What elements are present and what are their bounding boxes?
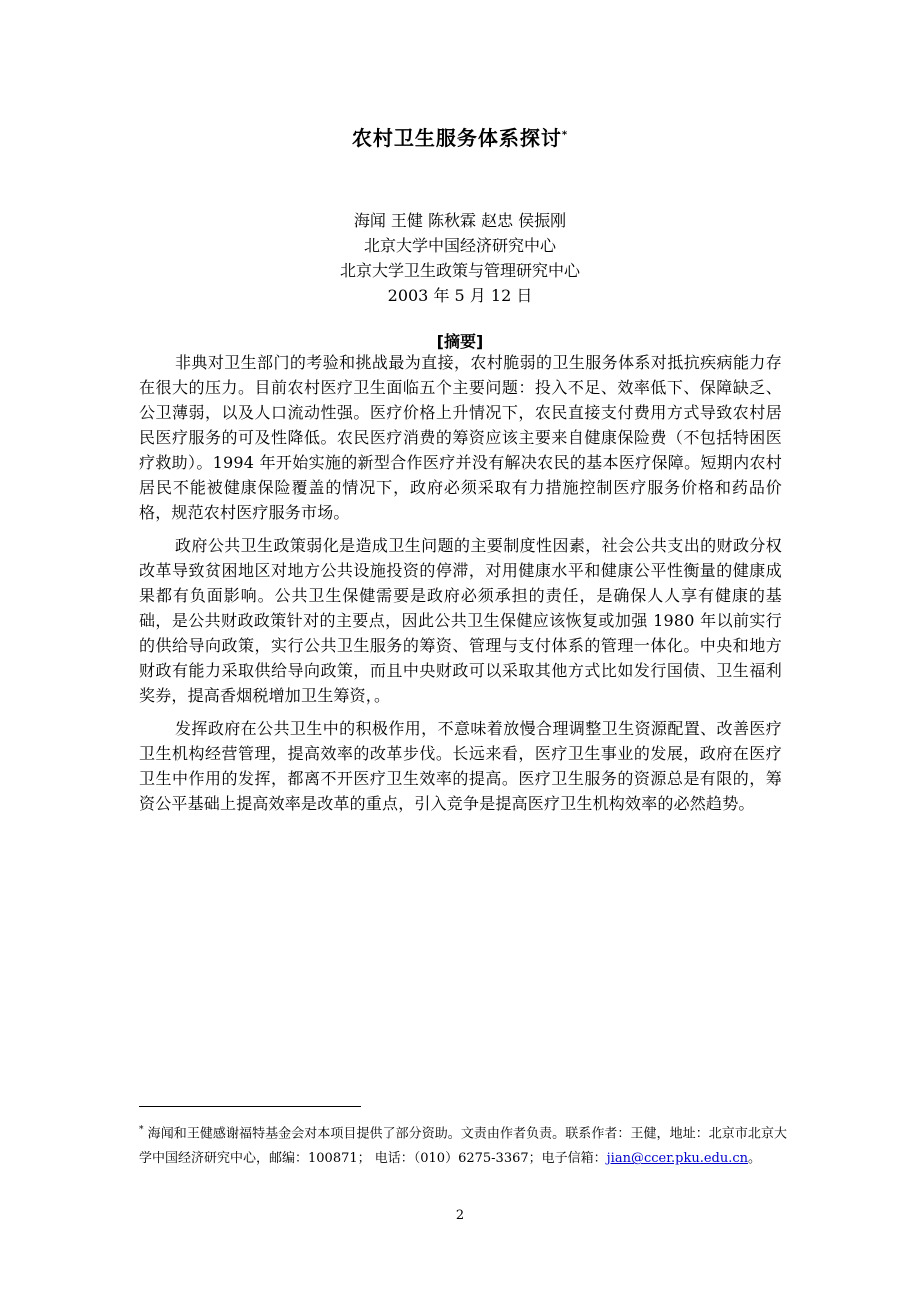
- email-link[interactable]: jian@ccer.pku.edu.cn: [606, 1151, 749, 1167]
- footnote-end: 。: [748, 1151, 762, 1167]
- footnote-text: 海闻和王健感谢福特基金会对本项目提供了部分资助。文责由作者负责。联系作者：王健，地址：北京市北京大学中国经济研究中心，邮编：100871； 电话：（010）6275-3367；电子信箱：: [139, 1126, 787, 1167]
- title-text: 农村卫生服务体系探讨: [351, 126, 562, 150]
- abstract-paragraph-3: 发挥政府在公共卫生中的积极作用，不意味着放慢合理调整卫生资源配置、改善医疗卫生机构经营管理，提高效率的改革步伐。长远来看，医疗卫生事业的发展，政府在医疗卫生中作用的发挥，都离不开医疗卫生效率的提高。医疗卫生服务的资源总是有限的，筹资公平基础上提高效率是改革的重点，引入竞争是提高医疗卫生机构效率的必然趋势。: [139, 719, 782, 813]
- author-names: 海闻 王健 陈秋霖 赵忠 侯振刚: [353, 211, 567, 230]
- page-number: 2: [455, 1208, 465, 1223]
- author-block: [0, 208, 920, 308]
- title-footnote-mark: *: [561, 129, 569, 141]
- abstract-paragraph-1: 非典对卫生部门的考验和挑战最为直接，农村脆弱的卫生服务体系对抵抗疾病能力存在很大的压力。目前农村医疗卫生面临五个主要问题：投入不足、效率低下、保障缺乏、公卫薄弱，以及人口流动性强。医疗价格上升情况下，农民直接支付费用方式导致农村居民医疗服务的可及性降低。农民医疗消费的筹资应该主要来自健康保险费（不包括特困医疗救助）。1994 年开始实施的新型合作医疗并没有解决农民的基本医疗保障。短期内农村居民不能被健康保险覆盖的情况下，政府必须采取有力措施控制医疗服务价格和药品价格，规范农村医疗服务市场。: [139, 353, 782, 522]
- affiliation-2: 北京大学卫生政策与管理研究中心: [339, 261, 580, 280]
- footnote-mark: *: [139, 1125, 144, 1135]
- paper-date: 2003 年 5 月 12 日: [387, 286, 533, 305]
- abstract-paragraph-2: 政府公共卫生政策弱化是造成卫生问题的主要制度性因素，社会公共支出的财政分权改革导致贫困地区对地方公共设施投资的停滞，对用健康水平和健康公平性衡量的健康成果都有负面影响。公共卫生保健需要是政府必须承担的责任，是确保人人享有健康的基础，是公共财政政策针对的主要点，因此公共卫生保健应该恢复或加强 1980 年以前实行的供给导向政策，实行公共卫生服务的筹资、管理与支付体系的管理一体化。中央和地方财政有能力采取供给导向政策，而且中央财政可以采取其他方式比如发行国债、卫生福利奖券，提高香烟税增加卫生筹资，。: [139, 536, 782, 705]
- footnote-divider: [139, 1106, 361, 1107]
- footnote: [139, 1118, 787, 1171]
- abstract-heading: [摘要]: [436, 332, 484, 351]
- affiliation-1: 北京大学中国经济研究中心: [363, 236, 556, 255]
- paper-title: [0, 122, 920, 151]
- abstract-body: [139, 350, 782, 824]
